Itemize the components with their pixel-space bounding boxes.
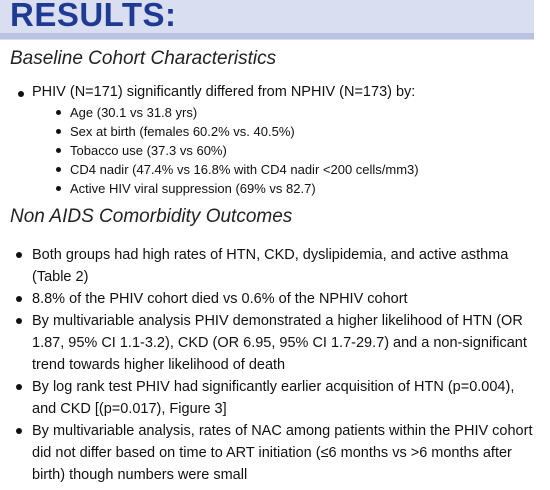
outcomes-list [16,244,538,486]
bullet-icon [56,129,61,134]
list-item-text: Both groups had high rates of HTN, CKD, dyslipidemia, and active asthma (Table 2) [32,247,509,285]
bullet-icon [16,318,22,324]
list-item-text: 8.8% of the PHIV cohort died vs 0.6% of the NPHIV cohort [32,291,408,307]
section-heading-baseline: Baseline Cohort Characteristics [10,48,277,69]
bullet-icon [16,252,22,258]
baseline-lead-item [18,83,538,102]
list-item [56,141,536,160]
bullet-icon [16,384,22,390]
bullet-icon [56,186,61,191]
list-item [56,160,536,179]
list-item-text: Sex at birth (females 60.2% vs. 40.5%) [70,124,295,139]
bullet-icon [56,110,61,115]
list-item-text: By multivariable analysis PHIV demonstrated a higher likelihood of HTN (OR 1.87, 95% CI 1.1-3.2), CKD (OR 6.95, 95% CI 1.7-29.7) and a non-significant trend towards higher likelihood of death [32,313,527,373]
baseline-lead-text: PHIV (N=171) significantly differed from NPHIV (N=173) by: [32,84,416,100]
baseline-lead-list [18,83,538,102]
bullet-icon [56,148,61,153]
bullet-icon [18,91,24,97]
list-item-text: Active HIV viral suppression (69% vs 82.7) [70,181,316,196]
list-item-text: Age (30.1 vs 31.8 yrs) [70,105,198,120]
list-item [16,244,538,288]
bullet-icon [56,167,61,172]
bullet-icon [16,296,22,302]
list-item-text: By log rank test PHIV had significantly earlier acquisition of HTN (p=0.004), and CKD [(p=0.017), Figure 3] [32,379,515,417]
list-item [56,179,536,198]
list-item [56,122,536,141]
list-item [16,288,538,310]
list-item-text: CD4 nadir (47.4% vs 16.8% with CD4 nadir <200 cells/mm3) [70,162,419,177]
list-item-text: By multivariable analysis, rates of NAC among patients within the PHIV cohort did not differ based on time to ART initiation (≤6 months vs >6 months after birth) though numbers were small [32,423,533,483]
baseline-characteristics-list [56,103,536,198]
bullet-icon [16,428,22,434]
section-heading-outcomes: Non AIDS Comorbidity Outcomes [10,206,293,227]
list-item [56,103,536,122]
list-item [16,310,538,376]
list-item [16,376,538,420]
page-title: RESULTS: [10,0,177,33]
list-item-text: Tobacco use (37.3 vs 60%) [70,143,227,158]
list-item [16,420,538,486]
